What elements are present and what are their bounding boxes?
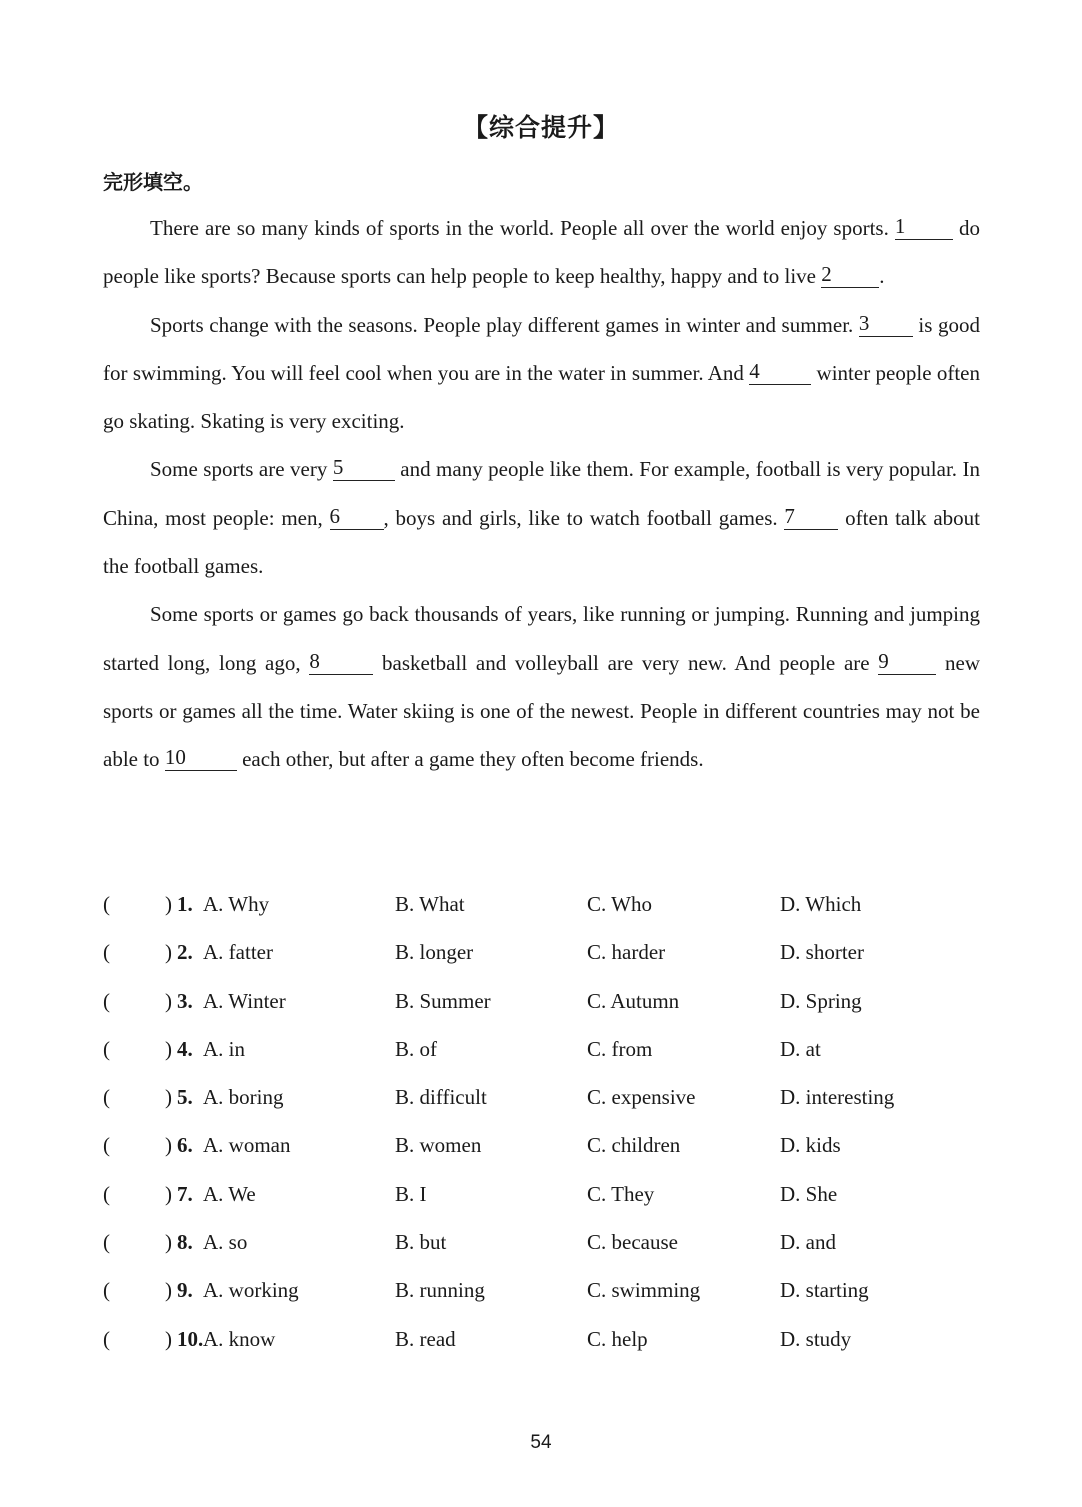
option-b: B. What <box>395 892 465 916</box>
option-c: C. from <box>587 1036 653 1061</box>
option-d: D. shorter <box>780 940 864 965</box>
passage-text: new sports or games all the time. Water skiing is one of the newest. People in different countries may not be able to <box>103 650 980 772</box>
option-c: C. because <box>587 1230 678 1255</box>
question-row-3 <box>103 977 1003 1025</box>
question-number: 7. <box>177 1181 193 1206</box>
answer-paren-open: ( <box>103 1230 110 1255</box>
option-c: C. Who <box>587 892 652 916</box>
question-row-1 <box>103 880 1003 928</box>
option-d: D. starting <box>780 1278 869 1303</box>
cloze-passage <box>103 204 980 784</box>
answer-paren-open: ( <box>103 940 110 965</box>
question-number: 9. <box>177 1278 193 1303</box>
answer-paren-close: ) <box>165 1278 172 1303</box>
passage-paragraph-3 <box>103 445 980 590</box>
blank-10 <box>164 745 237 771</box>
option-a: A. Winter <box>203 988 286 1013</box>
option-a: A. woman <box>203 1133 291 1158</box>
option-d: D. interesting <box>780 1085 895 1110</box>
option-a: A. know <box>203 1326 276 1351</box>
question-number: 2. <box>177 940 193 965</box>
blank-8 <box>309 648 373 675</box>
answer-paren-open: ( <box>103 892 110 916</box>
instruction-cloze: 完形填空。 <box>103 170 203 194</box>
answer-paren-close: ) <box>165 1230 172 1255</box>
passage-text: is good for swimming. You will feel cool when you are in the water in summer. And <box>103 312 980 385</box>
option-b: B. running <box>395 1278 485 1303</box>
blank-number: 10 <box>164 745 186 770</box>
passage-text: . <box>879 264 885 289</box>
blank-number: 8 <box>309 648 320 673</box>
passage-text: winter people often go skating. Skating is very exciting. <box>103 360 980 434</box>
option-d: D. kids <box>780 1133 841 1158</box>
option-b: B. I <box>395 1181 427 1206</box>
option-c: C. expensive <box>587 1085 696 1110</box>
question-number: 4. <box>177 1036 193 1061</box>
option-c: C. swimming <box>587 1278 701 1303</box>
blank-number: 1 <box>894 214 906 238</box>
blank-number: 3 <box>858 310 870 335</box>
blank-5 <box>332 455 395 481</box>
answer-paren-close: ) <box>165 1036 172 1061</box>
option-a: A. working <box>203 1278 299 1303</box>
option-d: D. and <box>780 1230 836 1255</box>
question-row-10 <box>103 1315 1003 1363</box>
blank-2 <box>821 262 879 288</box>
option-d: D. study <box>780 1326 852 1351</box>
answer-paren-close: ) <box>165 1326 172 1351</box>
option-d: D. at <box>780 1036 821 1061</box>
answer-paren-close: ) <box>165 1133 172 1158</box>
passage-text: basketball and volleyball are very new. And people are <box>373 650 879 675</box>
passage-text: , boys and girls, like to watch football games. <box>383 505 785 530</box>
question-row-6 <box>103 1121 1003 1169</box>
passage-text: each other, but after a game they often become friends. <box>236 747 704 772</box>
answer-paren-close: ) <box>165 988 172 1013</box>
option-d: D. Which <box>780 892 862 916</box>
answer-paren-open: ( <box>103 1085 110 1110</box>
blank-number: 5 <box>332 455 344 480</box>
answer-paren-close: ) <box>165 1181 172 1206</box>
question-number: 6. <box>177 1133 193 1158</box>
passage-text: Sports change with the seasons. People play different games in winter and summer. <box>150 312 859 337</box>
blank-3 <box>858 310 913 337</box>
question-number: 10. <box>177 1326 204 1351</box>
answer-paren-open: ( <box>103 1278 110 1303</box>
section-title: 【综合提升】 <box>462 113 619 142</box>
answer-paren-open: ( <box>103 1181 110 1206</box>
answer-paren-open: ( <box>103 1133 110 1158</box>
answer-paren-close: ) <box>165 1085 172 1110</box>
option-a: A. We <box>203 1181 256 1206</box>
option-b: B. difficult <box>395 1085 487 1110</box>
option-c: C. help <box>587 1326 648 1351</box>
blank-number: 9 <box>878 648 889 673</box>
passage-text: There are so many kinds of sports in the world. People all over the world enjoy sports. <box>150 216 895 240</box>
option-a: A. so <box>203 1230 248 1255</box>
question-row-7 <box>103 1170 1003 1218</box>
option-a: A. fatter <box>203 940 273 965</box>
blank-4 <box>749 358 811 385</box>
blank-number: 4 <box>749 358 760 383</box>
passage-text: often talk about the football games. <box>103 505 980 579</box>
option-b: B. read <box>395 1326 456 1351</box>
passage-paragraph-4 <box>103 590 980 783</box>
answer-paren-open: ( <box>103 1036 110 1061</box>
option-c: C. Autumn <box>587 988 680 1013</box>
passage-paragraph-2 <box>103 301 980 446</box>
passage-text: Some sports are very <box>150 457 333 482</box>
answer-paren-close: ) <box>165 892 172 916</box>
option-b: B. of <box>395 1036 437 1061</box>
question-row-5 <box>103 1073 1003 1121</box>
option-c: C. harder <box>587 940 666 965</box>
blank-6 <box>329 503 384 530</box>
answer-paren-open: ( <box>103 1326 110 1351</box>
question-options <box>103 880 1003 1363</box>
question-row-2 <box>103 928 1003 976</box>
blank-9 <box>878 648 936 675</box>
question-number: 1. <box>177 892 193 916</box>
question-number: 8. <box>177 1230 193 1255</box>
blank-1 <box>894 214 953 240</box>
option-b: B. Summer <box>395 988 491 1013</box>
answer-paren-close: ) <box>165 940 172 965</box>
blank-7 <box>784 503 838 530</box>
option-d: D. She <box>780 1181 838 1206</box>
question-row-8 <box>103 1218 1003 1266</box>
passage-text: do people like sports? Because sports can help people to keep healthy, happy and to live <box>103 216 981 289</box>
option-a: A. in <box>203 1036 245 1061</box>
option-b: B. women <box>395 1133 482 1158</box>
blank-number: 2 <box>821 262 832 287</box>
page-number: 54 <box>530 1432 552 1453</box>
blank-number: 6 <box>329 503 341 528</box>
question-number: 5. <box>177 1085 193 1110</box>
option-d: D. Spring <box>780 988 862 1013</box>
question-row-4 <box>103 1025 1003 1073</box>
blank-number: 7 <box>784 503 795 528</box>
option-a: A. boring <box>203 1085 284 1110</box>
option-b: B. longer <box>395 940 474 965</box>
passage-text: and many people like them. For example, football is very popular. In China, most people: men, <box>103 457 980 530</box>
answer-paren-open: ( <box>103 988 110 1013</box>
option-c: C. They <box>587 1181 655 1206</box>
option-a: A. Why <box>203 892 270 916</box>
passage-text: Some sports or games go back thousands of years, like running or jumping. Running and jumping started long, long ago, <box>103 602 980 675</box>
option-b: B. but <box>395 1230 447 1255</box>
question-row-9 <box>103 1266 1003 1314</box>
option-c: C. children <box>587 1133 681 1158</box>
question-number: 3. <box>177 988 193 1013</box>
passage-paragraph-1 <box>103 204 980 301</box>
